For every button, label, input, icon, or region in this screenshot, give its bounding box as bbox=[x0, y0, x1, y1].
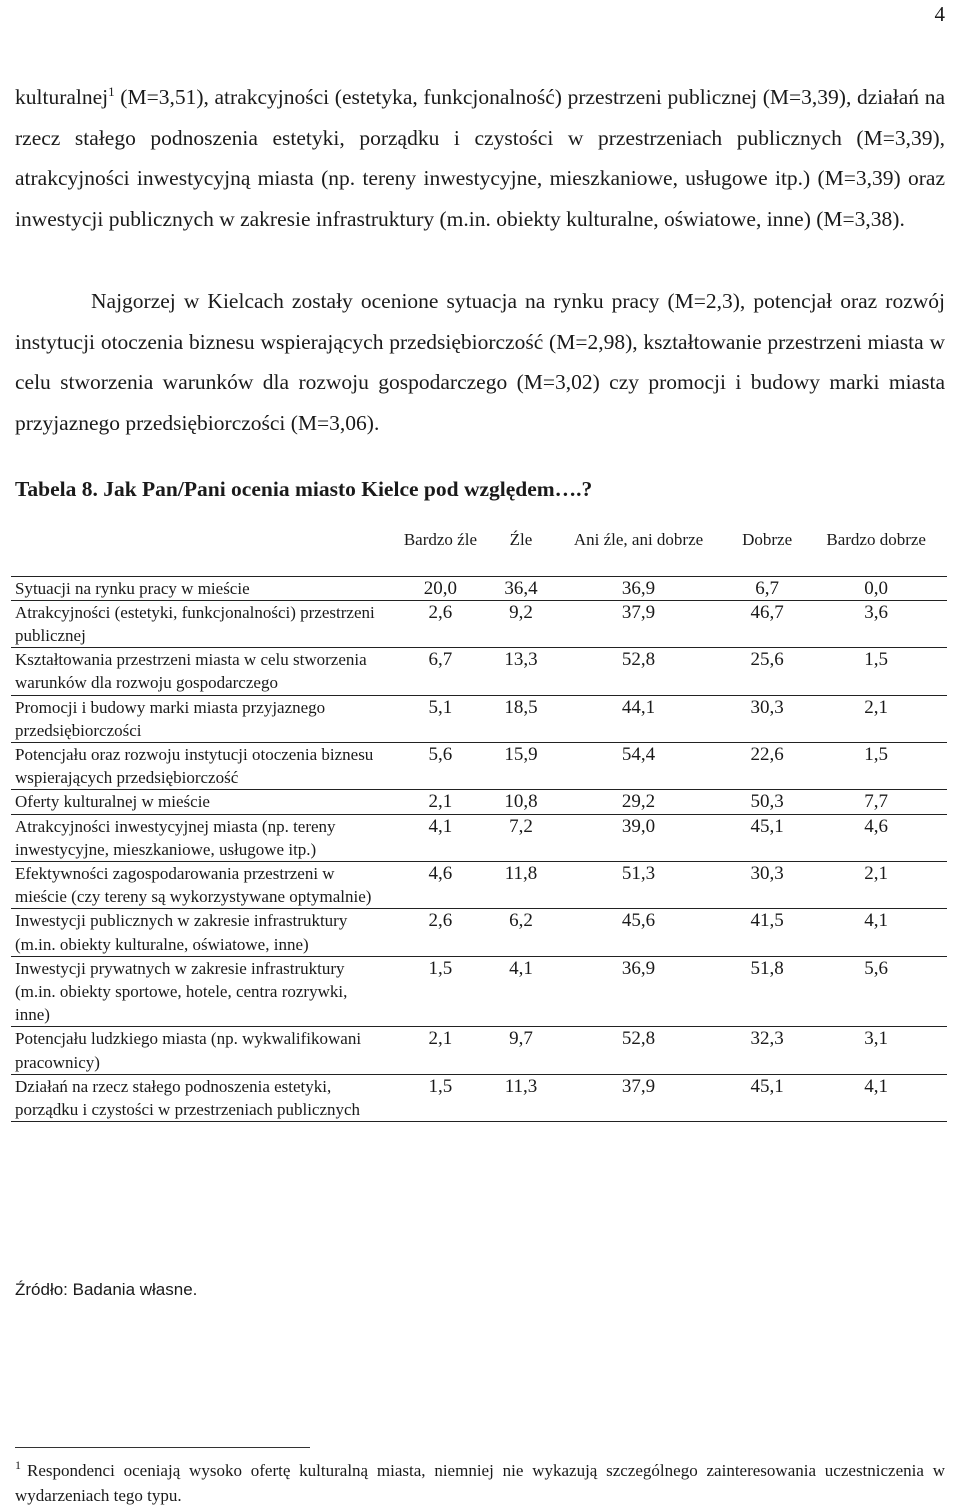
cell-value: 36,4 bbox=[494, 576, 548, 600]
cell-value: 7,2 bbox=[494, 814, 548, 861]
row-label: Atrakcyjności (estetyki, funkcjonalności) przestrzeni publicznej bbox=[11, 600, 387, 647]
row-label: Efektywności zagospodarowania przestrzeni w mieście (czy tereny są wykorzystywane optymalnie) bbox=[11, 861, 387, 908]
table-row bbox=[11, 648, 947, 695]
cell-value: 2,1 bbox=[805, 861, 947, 908]
row-label: Promocji i budowy marki miasta przyjaznego przedsiębiorczości bbox=[11, 695, 387, 742]
paragraph-1 bbox=[15, 77, 945, 239]
cell-value: 51,3 bbox=[548, 861, 729, 908]
cell-value: 45,1 bbox=[729, 1074, 805, 1121]
cell-value: 4,1 bbox=[805, 1074, 947, 1121]
header-bardzo-zle: Bardzo źle bbox=[403, 530, 477, 549]
cell-value: 0,0 bbox=[805, 576, 947, 600]
cell-value: 15,9 bbox=[494, 742, 548, 789]
cell-value: 4,6 bbox=[387, 861, 494, 908]
row-label: Atrakcyjności inwestycyjnej miasta (np. tereny inwestycyjne, mieszkaniowe, usługowe itp.) bbox=[11, 814, 387, 861]
cell-value: 45,6 bbox=[548, 909, 729, 956]
cell-value: 2,1 bbox=[805, 695, 947, 742]
table-row bbox=[11, 1027, 947, 1074]
cell-value: 9,2 bbox=[494, 600, 548, 647]
header-dobrze: Dobrze bbox=[742, 530, 793, 549]
footnote-reference[interactable]: 1 bbox=[108, 83, 115, 99]
cell-value: 1,5 bbox=[387, 956, 494, 1027]
cell-value: 6,7 bbox=[729, 576, 805, 600]
paragraph-1-rest: (M=3,51), atrakcyjności (estetyka, funkcjonalność) przestrzeni publicznej (M=3,39), działań na rzecz stałego podnoszenia estetyki, porządku i czystości w przestrzeniach publicznych (M=3,39), atrakcyjności inwestycyjną miasta (np. tereny inwestycyjne, mieszkaniowe, usługowe itp.) (M=3,39) oraz inwestycji publicznych w zakresie infrastruktury (m.in. obiekty kulturalne, oświatowe, inne) (M=3,38). bbox=[15, 85, 945, 231]
table-row bbox=[11, 790, 947, 814]
header-bardzo-dobrze: Bardzo dobrze bbox=[826, 530, 926, 549]
row-label: Sytuacji na rynku pracy w mieście bbox=[11, 576, 387, 600]
table-header-row bbox=[11, 528, 947, 576]
cell-value: 3,6 bbox=[805, 600, 947, 647]
cell-value: 6,2 bbox=[494, 909, 548, 956]
cell-value: 32,3 bbox=[729, 1027, 805, 1074]
cell-value: 5,6 bbox=[387, 742, 494, 789]
cell-value: 4,1 bbox=[387, 814, 494, 861]
cell-value: 6,7 bbox=[387, 648, 494, 695]
cell-value: 3,1 bbox=[805, 1027, 947, 1074]
cell-value: 25,6 bbox=[729, 648, 805, 695]
table-source: Źródło: Badania własne. bbox=[15, 1280, 198, 1299]
cell-value: 1,5 bbox=[805, 648, 947, 695]
row-label: Inwestycji publicznych w zakresie infrastruktury (m.in. obiekty kulturalne, oświatowe, inne) bbox=[11, 909, 387, 956]
paragraph-2: Najgorzej w Kielcach zostały ocenione sytuacja na rynku pracy (M=2,3), potencjał oraz rozwój instytucji otoczenia biznesu wspierających przedsiębiorczość (M=2,98), kształtowanie przestrzeni miasta w celu stworzenia warunków dla rozwoju gospodarczego (M=3,02) czy promocji i budowy marki miasta przyjaznego przedsiębiorczości (M=3,06). bbox=[15, 289, 945, 435]
row-label: Potencjału ludzkiego miasta (np. wykwalifikowani pracownicy) bbox=[11, 1027, 387, 1074]
row-label: Oferty kulturalnej w mieście bbox=[11, 790, 387, 814]
cell-value: 2,6 bbox=[387, 600, 494, 647]
footnote-number: 1 bbox=[15, 1458, 21, 1473]
cell-value: 30,3 bbox=[729, 695, 805, 742]
cell-value: 39,0 bbox=[548, 814, 729, 861]
table-title: Tabela 8. Jak Pan/Pani ocenia miasto Kielce pod względem….? bbox=[15, 477, 593, 501]
cell-value: 36,9 bbox=[548, 576, 729, 600]
cell-value: 2,1 bbox=[387, 790, 494, 814]
row-label: Działań na rzecz stałego podnoszenia estetyki, porządku i czystości w przestrzeniach publicznych bbox=[11, 1074, 387, 1121]
cell-value: 5,6 bbox=[805, 956, 947, 1027]
cell-value: 30,3 bbox=[729, 861, 805, 908]
ratings-table bbox=[11, 528, 947, 1122]
cell-value: 45,1 bbox=[729, 814, 805, 861]
cell-value: 41,5 bbox=[729, 909, 805, 956]
footnote-text: Respondenci oceniają wysoko ofertę kulturalną miasta, niemniej nie wykazują szczególnego zainteresowania uczestniczenia w wydarzeniach tego typu. bbox=[15, 1461, 945, 1505]
cell-value: 44,1 bbox=[548, 695, 729, 742]
cell-value: 2,1 bbox=[387, 1027, 494, 1074]
cell-value: 52,8 bbox=[548, 1027, 729, 1074]
cell-value: 37,9 bbox=[548, 1074, 729, 1121]
row-label: Inwestycji prywatnych w zakresie infrastruktury (m.in. obiekty sportowe, hotele, centra rozrywki, inne) bbox=[11, 956, 387, 1027]
page-number: 4 bbox=[934, 2, 945, 26]
table-row bbox=[11, 1074, 947, 1121]
cell-value: 13,3 bbox=[494, 648, 548, 695]
table-row bbox=[11, 909, 947, 956]
cell-value: 10,8 bbox=[494, 790, 548, 814]
table-row bbox=[11, 600, 947, 647]
cell-value: 20,0 bbox=[387, 576, 494, 600]
cell-value: 4,1 bbox=[805, 909, 947, 956]
cell-value: 4,6 bbox=[805, 814, 947, 861]
cell-value: 11,8 bbox=[494, 861, 548, 908]
header-ani-zle-ani-dobrze: Ani źle, ani dobrze bbox=[573, 530, 704, 549]
cell-value: 1,5 bbox=[805, 742, 947, 789]
cell-value: 37,9 bbox=[548, 600, 729, 647]
cell-value: 29,2 bbox=[548, 790, 729, 814]
cell-value: 46,7 bbox=[729, 600, 805, 647]
cell-value: 54,4 bbox=[548, 742, 729, 789]
row-label: Potencjału oraz rozwoju instytucji otoczenia biznesu wspierających przedsiębiorczość bbox=[11, 742, 387, 789]
cell-value: 36,9 bbox=[548, 956, 729, 1027]
cell-value: 4,1 bbox=[494, 956, 548, 1027]
header-empty-cell bbox=[11, 528, 387, 576]
cell-value: 2,6 bbox=[387, 909, 494, 956]
table-row bbox=[11, 576, 947, 600]
cell-value: 50,3 bbox=[729, 790, 805, 814]
cell-value: 51,8 bbox=[729, 956, 805, 1027]
footnote bbox=[15, 1458, 945, 1508]
cell-value: 18,5 bbox=[494, 695, 548, 742]
footnote-separator bbox=[15, 1447, 310, 1448]
table-row bbox=[11, 814, 947, 861]
table-row bbox=[11, 742, 947, 789]
header-zle: Źle bbox=[509, 530, 533, 549]
row-label: Kształtowania przestrzeni miasta w celu stworzenia warunków dla rozwoju gospodarczego bbox=[11, 648, 387, 695]
cell-value: 9,7 bbox=[494, 1027, 548, 1074]
table-row bbox=[11, 956, 947, 1027]
cell-value: 7,7 bbox=[805, 790, 947, 814]
cell-value: 5,1 bbox=[387, 695, 494, 742]
cell-value: 11,3 bbox=[494, 1074, 548, 1121]
table-row bbox=[11, 861, 947, 908]
cell-value: 1,5 bbox=[387, 1074, 494, 1121]
cell-value: 52,8 bbox=[548, 648, 729, 695]
cell-value: 22,6 bbox=[729, 742, 805, 789]
paragraph-1-start: kulturalnej bbox=[15, 85, 109, 109]
table-row bbox=[11, 695, 947, 742]
